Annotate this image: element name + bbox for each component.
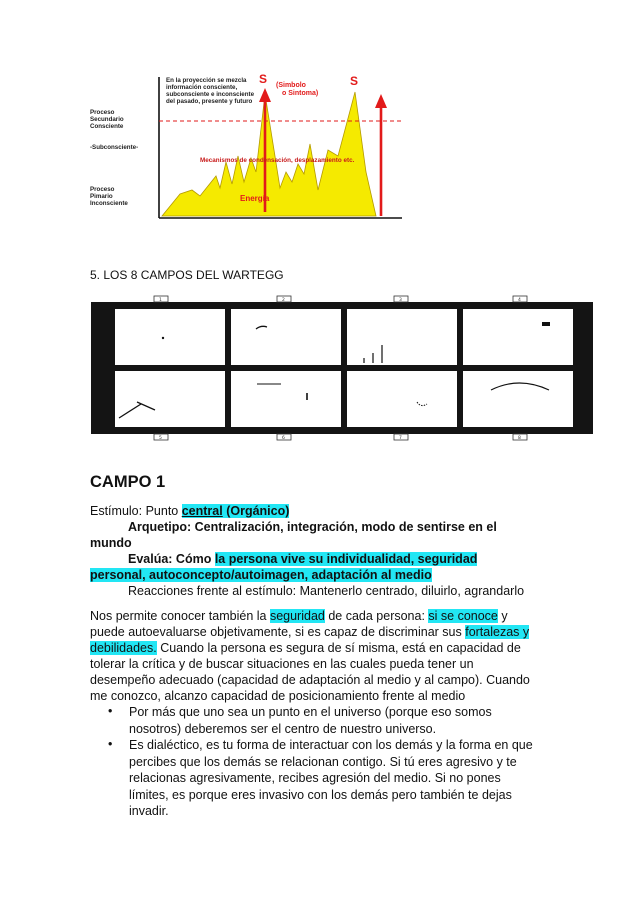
projection-diagram — [88, 72, 406, 222]
bullet-2-line: percibes que los demás se relacionan contigo. Si tú eres agresivo y te — [129, 754, 517, 769]
section-title: 5. LOS 8 CAMPOS DEL WARTEGG — [90, 268, 284, 282]
tab-1-number: 1 — [159, 298, 162, 303]
estimulo-organico: (Orgánico) — [222, 504, 290, 518]
wartegg-test-grid — [91, 292, 593, 444]
evalua-highlight-1: la persona vive su individualidad, seguridad — [214, 552, 478, 566]
paragraph-line-5: desempeño adecuado (capacidad de adaptación al medio y al campo). Cuando — [90, 673, 530, 687]
label-subconsciente: -Subconsciente- — [90, 144, 139, 151]
paragraph-line-2 — [90, 624, 552, 641]
bullet-2 — [129, 737, 554, 820]
arquetipo-line-2: mundo — [90, 536, 132, 550]
bullet-2-line: invadir. — [129, 804, 169, 819]
label-proceso-secundario: Proceso Secundario Consciente — [90, 109, 124, 130]
field-3 — [347, 309, 457, 365]
label-proceso-primario: Proceso Pimario Inconsciente — [90, 186, 128, 207]
paragraph-line-4: tolerar la crítica y de buscar situaciones en las cuales pueda tener un — [90, 657, 474, 671]
arrow-up-icon — [375, 94, 387, 108]
mecanismos-label: Mecanismos de condensación, desplazamiento etc. — [200, 157, 355, 164]
paragraph-line-6: me conozco, alcanzo capacidad de posicionamiento frente al medio — [90, 689, 466, 703]
energia-label: Energía — [240, 194, 270, 203]
field-4 — [463, 309, 573, 365]
s-letter-right: S — [350, 74, 359, 88]
tab-7-number: 7 — [399, 436, 402, 441]
para-text: puede autoevaluarse objetivamente, si es capaz de discriminar sus — [90, 625, 466, 639]
para-text: Cuando la persona es segura de sí misma, está en capacidad de — [156, 641, 521, 655]
bullet-dot: • — [108, 704, 113, 718]
para-highlight-fortalezas: fortalezas y — [465, 625, 530, 639]
arquetipo-line: Arquetipo: Centralización, integración, modo de sentirse en el — [128, 520, 497, 534]
field-4-square — [542, 322, 550, 326]
bullet-2-line: Es dialéctico, es tu forma de interactuar con los demás y la forma en que — [129, 738, 533, 752]
evalua-highlight-2: personal, autoconcepto/autoimagen, adaptación al medio — [90, 568, 432, 582]
tab-3-number: 3 — [399, 298, 402, 303]
estimulo-line — [90, 503, 552, 520]
para-highlight-conoce: si se conoce — [428, 609, 498, 623]
reacciones-line: Reacciones frente al estímulo: Mantenerlo centrado, diluirlo, agrandarlo — [128, 584, 525, 598]
bullet-1-line: Por más que uno sea un punto en el universo (porque eso somos — [129, 705, 492, 719]
bullet-1 — [129, 704, 554, 737]
bullet-2-line: relacionas agresivamente, recibes agresión del medio. Si no pones — [129, 771, 501, 786]
evalua-prefix: Evalúa: Cómo — [128, 552, 215, 566]
paragraph-line-1 — [90, 608, 552, 625]
evalua-line-2 — [90, 567, 552, 584]
evalua-line — [128, 551, 558, 568]
estimulo-prefix: Estímulo: Punto — [90, 504, 182, 518]
campo-heading: CAMPO 1 — [90, 473, 166, 491]
estimulo-central: central — [181, 504, 223, 518]
field-1-dot — [162, 337, 164, 339]
tab-6-number: 6 — [282, 436, 285, 441]
field-2 — [231, 309, 341, 365]
para-text: Nos permite conocer también la — [90, 609, 270, 623]
para-text: de cada persona: — [324, 609, 429, 623]
tab-8-number: 8 — [518, 436, 521, 441]
arrow-up-icon — [259, 88, 271, 102]
tab-2-number: 2 — [282, 298, 285, 303]
bullet-2-line: límites, es porque eres invasivo con los demás pero también te dejas — [129, 787, 512, 802]
field-5 — [115, 371, 225, 427]
s-letter-left: S — [259, 72, 268, 86]
para-highlight-seguridad: seguridad — [269, 609, 325, 623]
tab-4-number: 4 — [518, 298, 521, 303]
bullet-dot: • — [108, 737, 113, 751]
tab-5-number: 5 — [159, 436, 162, 441]
bullet-1-line: nosotros) deberemos ser el centro de nuestro universo. — [129, 721, 437, 736]
simbolo-label: (Simbolo o Sintoma) — [276, 82, 319, 97]
paragraph-line-3 — [90, 640, 552, 657]
wartegg-fields — [91, 292, 593, 444]
projection-note: En la proyección se mezcla información consciente, subconsciente e inconsciente del pasado, presente y futuro — [166, 77, 255, 105]
field-6 — [231, 371, 341, 427]
field-1 — [115, 309, 225, 365]
field-8 — [463, 371, 573, 427]
para-text: y — [497, 609, 508, 623]
para-highlight-debilidades: debilidades. — [90, 641, 157, 655]
field-7 — [347, 371, 457, 427]
